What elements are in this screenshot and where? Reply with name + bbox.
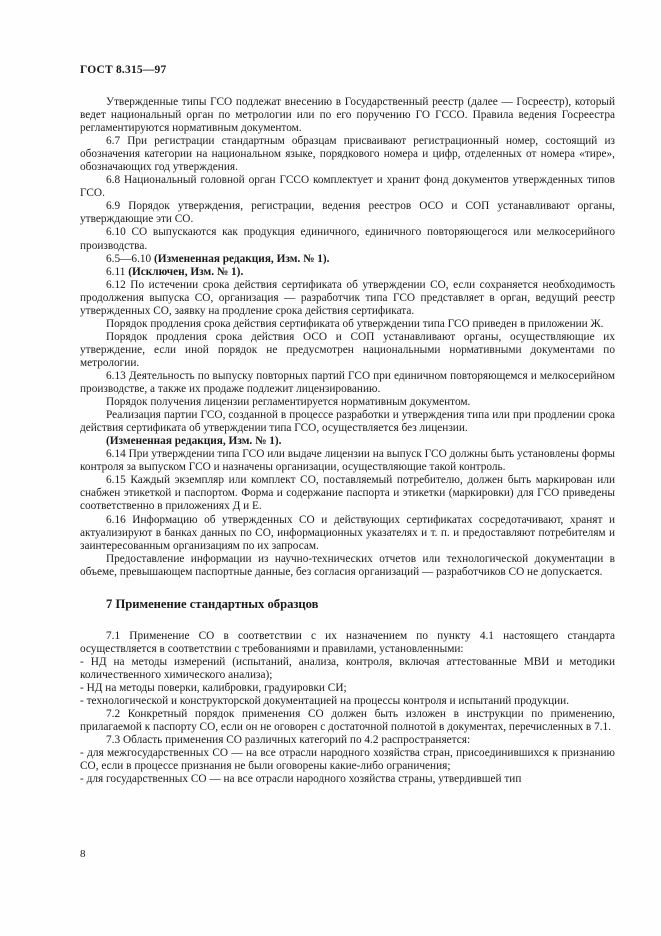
paragraph: 6.8 Национальный головной орган ГССО комплектует и хранит фонд документов утвержденных типов ГСО. [80, 174, 615, 200]
paragraph: Утвержденные типы ГСО подлежат внесению в Государственный реестр (далее — Госреестр), который ведет национальный орган по метрологии или по его поручению ГО ГССО. Правила ведения Госреестра регламентируются нормативным документом. [80, 96, 615, 135]
paragraph: 6.7 При регистрации стандартным образцам присваивают регистрационный номер, состоящий из обозначения категории на национальном языке, порядкового номера и цифр, отделенных от номера «тире», обозначающих год утверждения. [80, 135, 615, 174]
paragraph: Порядок продления срока действия ОСО и СОП устанавливают органы, осуществляющие их утверждение, если иной порядок не предусмотрен национальными нормативными документами по метрологии. [80, 330, 615, 369]
amendment-text: (Исключен, Изм. № 1). [128, 265, 244, 278]
paragraph: Порядок получения лицензии регламентируется нормативным документом. [106, 396, 471, 409]
paragraph: 6.14 При утверждении типа ГСО или выдаче лицензии на выпуск ГСО должны быть установлены формы контроля за выпуском ГСО и назначены организации, осуществляющие такой контроль. [80, 448, 615, 474]
paragraph: 7.2 Конкретный порядок применения СО должен быть изложен в инструкции по применению, прилагаемой к паспорту СО, если он не оговорен с достаточной полнотой в документах, перечисленных в 7.1. [80, 708, 615, 734]
list-item: - технологической и конструкторской документацией на процессы контроля и испытаний продукции. [80, 694, 570, 707]
list-item: - для государственных СО — на все отрасли народного хозяйства страны, утвердившей тип [80, 773, 522, 786]
paragraph: 6.15 Каждый экземпляр или комплект СО, поставляемый потребителю, должен быть маркирован или снабжен этикеткой и паспортом. Форма и содержание паспорта и этикетки (маркировки) для ГСО приведены соответственно в приложениях Д и Е. [80, 474, 615, 513]
section-title: 7 Применение стандартных образцов [106, 596, 319, 611]
list-item: - для межгосударственных СО — на все отрасли народного хозяйства стран, присоединившихся к признанию СО, если в процессе признания не были оговорены какие-либо ограничения; [80, 747, 615, 773]
amendment-note: (Измененная редакция, Изм. № 1). [106, 435, 282, 448]
page-number: 8 [80, 848, 86, 860]
paragraph: Реализация партии ГСО, созданной в процессе разработки и утверждения типа или при продлении срока действия сертификата об утверждении типа ГСО, осуществляется без лицензии. [80, 409, 615, 435]
paragraph: 7.1 Применение СО в соответствии с их назначением по пункту 4.1 настоящего стандарта осуществляется в соответствии с требованиями и правилами, установленными: [80, 629, 615, 655]
paragraph: 7.3 Область применения СО различных категорий по 4.2 распространяется: [106, 734, 471, 747]
amendment-text: (Измененная редакция, Изм. № 1). [154, 252, 330, 265]
amendment-number: 6.11 [106, 265, 129, 278]
list-item: - НД на методы измерений (испытаний, анализа, контроля, включая аттестованные МВИ и методики количественного химического анализа); [80, 655, 615, 681]
paragraph: 6.9 Порядок утверждения, регистрации, ведения реестров ОСО и СОП устанавливают органы, утверждающие эти СО. [80, 200, 615, 226]
amendment-note [80, 266, 615, 279]
paragraph: Порядок продления срока действия сертификата об утверждении типа ГСО приведен в приложении Ж. [106, 317, 604, 330]
document-body [80, 96, 615, 786]
document-header: ГОСТ 8.315—97 [80, 64, 167, 76]
paragraph: 6.10 СО выпускаются как продукция единичного, единичного повторяющегося или мелкосерийного производства. [80, 226, 615, 252]
list-item: - НД на методы поверки, калибровки, градуировки СИ; [80, 681, 347, 694]
paragraph: 6.16 Информацию об утвержденных СО и действующих сертификатах сосредотачивают, хранят и актуализируют в банках данных по СО, информационных указателях и т. п. и предоставляют потребителям и заинтересованным организациям по их запросам. [80, 513, 615, 552]
amendment-number: 6.5—6.10 [106, 252, 155, 265]
paragraph: 6.12 По истечении срока действия сертификата об утверждении СО, если сохраняется необходимость продолжения выпуска СО, организация — разработчик типа ГСО представляет в орган, ведущий реестр утвержденных СО, заявку на продление срока действия сертификата. [80, 278, 615, 317]
paragraph: Предоставление информации из научно-технических отчетов или технологической документации в объеме, превышающем паспортные данные, без согласия организаций — разработчиков СО не допускается. [80, 552, 615, 578]
amendment-note [80, 253, 615, 266]
paragraph: 6.13 Деятельность по выпуску повторных партий ГСО при единичном повторяющемся и мелкосерийном производстве, а также их продаже подлежит лицензированию. [80, 369, 615, 396]
